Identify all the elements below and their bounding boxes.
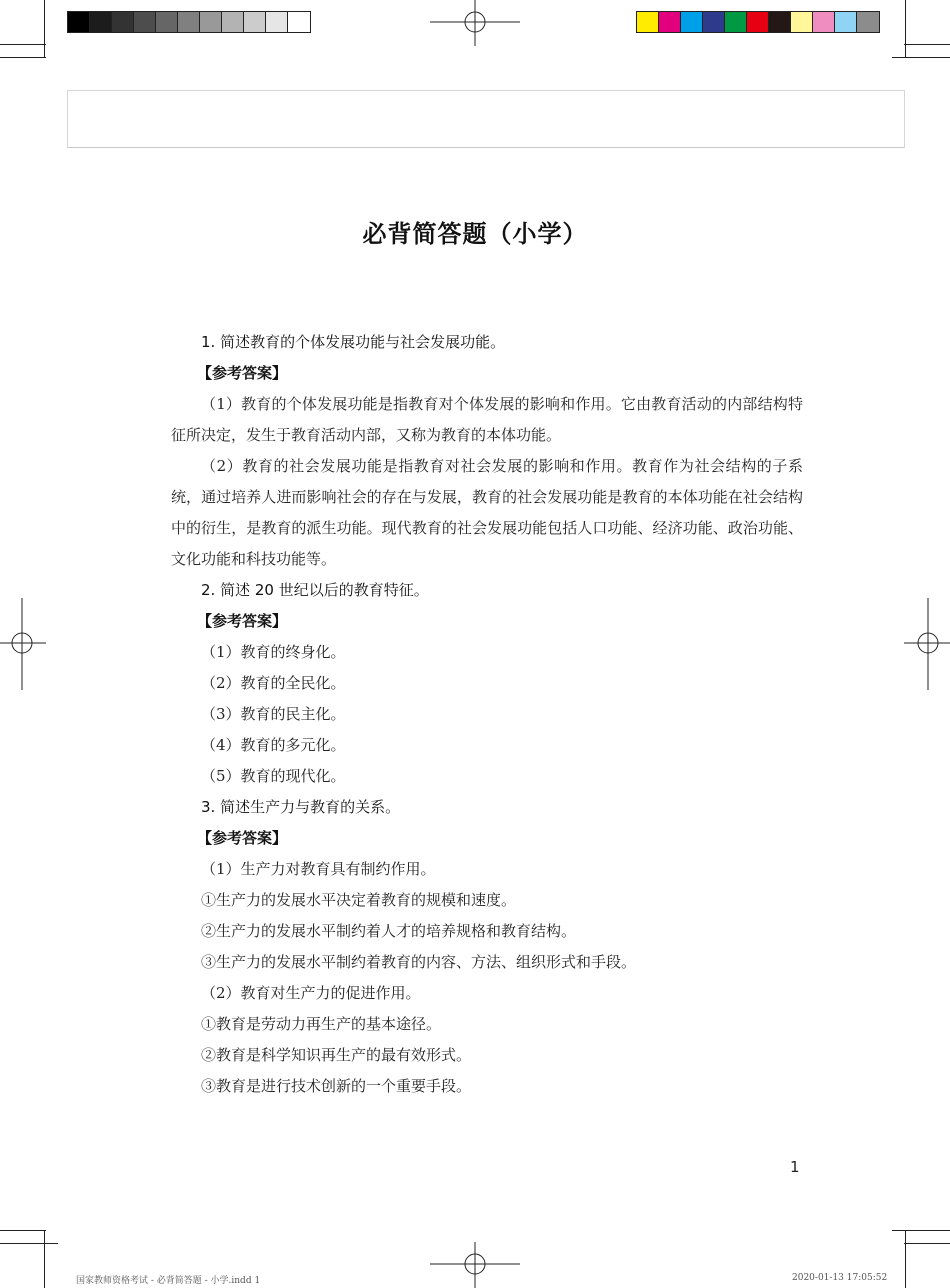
answer-paragraph: （1）生产力对教育具有制约作用。 xyxy=(201,860,436,878)
question-heading: 3. 简述生产力与教育的关系。 xyxy=(201,798,401,816)
color-swatch xyxy=(178,12,200,32)
registration-mark-right xyxy=(904,598,950,690)
question-heading: 1. 简述教育的个体发展功能与社会发展功能。 xyxy=(201,333,506,351)
color-swatch xyxy=(835,12,857,32)
color-swatch xyxy=(769,12,791,32)
slug-timestamp: 2020-01-13 17:05:52 xyxy=(792,1273,888,1283)
question-heading: 2. 简述 20 世纪以后的教育特征。 xyxy=(201,581,429,599)
page-number: 1 xyxy=(790,1158,800,1176)
color-swatch xyxy=(659,12,681,32)
color-swatch xyxy=(813,12,835,32)
color-swatch xyxy=(791,12,813,32)
answer-paragraph: （5）教育的现代化。 xyxy=(201,767,346,785)
answer-paragraph: （2）教育的全民化。 xyxy=(201,674,346,692)
color-swatch xyxy=(725,12,747,32)
answer-paragraph: ②教育是科学知识再生产的最有效形式。 xyxy=(201,1046,472,1064)
color-swatch xyxy=(112,12,134,32)
answer-paragraph: ①生产力的发展水平决定着教育的规模和速度。 xyxy=(201,891,517,909)
color-swatch xyxy=(68,12,90,32)
answer-label: 【参考答案】 xyxy=(197,612,288,630)
color-swatch xyxy=(244,12,266,32)
color-bar xyxy=(636,11,880,33)
slug-filename: 国家教师资格考试 - 必背简答题 - 小学.indd 1 xyxy=(76,1276,261,1286)
header-frame xyxy=(67,90,905,148)
answer-paragraph: （2）教育对生产力的促进作用。 xyxy=(201,984,421,1002)
registration-mark-left xyxy=(0,598,46,690)
answer-label: 【参考答案】 xyxy=(197,829,288,847)
answer-paragraph: ②生产力的发展水平制约着人才的培养规格和教育结构。 xyxy=(201,922,577,940)
grayscale-bar xyxy=(67,11,311,33)
answer-paragraph: （3）教育的民主化。 xyxy=(201,705,346,723)
registration-mark-top xyxy=(430,0,520,46)
page-title: 必背简答题（小学） xyxy=(362,220,588,248)
color-swatch xyxy=(134,12,156,32)
answer-paragraph: （1）教育的个体发展功能是指教育对个体发展的影响和作用。它由教育活动的内部结构特征所决定，发生于教育活动内部，又称为教育的本体功能。 xyxy=(171,395,803,444)
color-swatch xyxy=(156,12,178,32)
color-swatch xyxy=(681,12,703,32)
color-swatch xyxy=(747,12,769,32)
answer-paragraph: ①教育是劳动力再生产的基本途径。 xyxy=(201,1015,442,1033)
registration-mark-bottom xyxy=(430,1242,520,1288)
color-swatch xyxy=(90,12,112,32)
color-swatch xyxy=(703,12,725,32)
answer-paragraph: （4）教育的多元化。 xyxy=(201,736,346,754)
document-body xyxy=(171,327,803,1102)
color-swatch xyxy=(266,12,288,32)
answer-paragraph: （1）教育的终身化。 xyxy=(201,643,346,661)
color-swatch xyxy=(637,12,659,32)
answer-paragraph: ③教育是进行技术创新的一个重要手段。 xyxy=(201,1077,472,1095)
answer-label: 【参考答案】 xyxy=(197,364,288,382)
answer-paragraph: （2）教育的社会发展功能是指教育对社会发展的影响和作用。教育作为社会结构的子系统，通过培养人进而影响社会的存在与发展，教育的社会发展功能是教育的本体功能在社会结构中的衍生，是教育的派生功能。现代教育的社会发展功能包括人口功能、经济功能、政治功能、文化功能和科技功能等。 xyxy=(171,457,803,568)
color-swatch xyxy=(200,12,222,32)
answer-paragraph: ③生产力的发展水平制约着教育的内容、方法、组织形式和手段。 xyxy=(201,953,637,971)
color-swatch xyxy=(222,12,244,32)
color-swatch xyxy=(288,12,310,32)
color-swatch xyxy=(857,12,879,32)
